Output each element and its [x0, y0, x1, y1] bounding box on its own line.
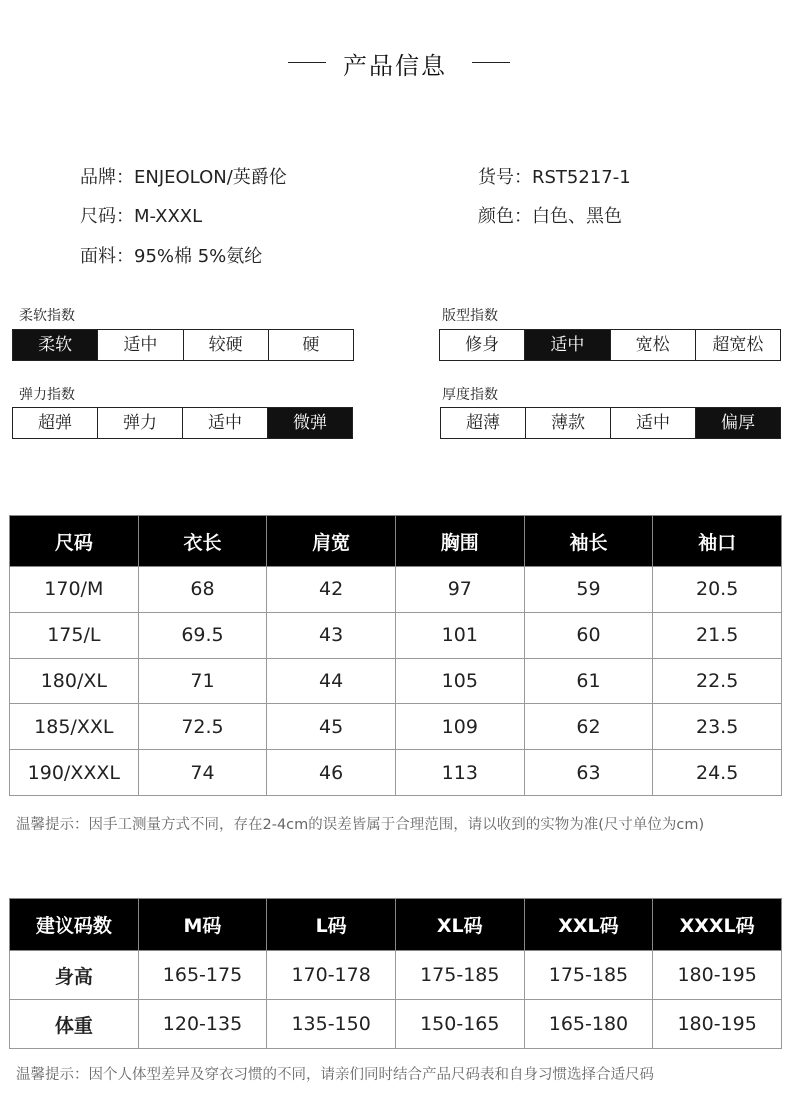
size-table-body: [10, 567, 782, 796]
column-header: XXL码: [524, 899, 653, 951]
table-cell: 43: [267, 612, 396, 658]
size-choice-tip: 温馨提示：因个人体型差异及穿衣习惯的不同，请亲们同时结合产品尺码表和自身习惯选择合适尺码: [16, 1067, 654, 1083]
table-cell: 135-150: [267, 1000, 396, 1049]
column-header: 尺码: [10, 516, 139, 567]
column-header: 袖口: [653, 516, 782, 567]
page-title: 产品信息: [343, 52, 447, 80]
table-row: [10, 612, 782, 658]
table-cell: 20.5: [653, 567, 782, 613]
table-cell: 120-135: [138, 1000, 267, 1049]
column-header: 袖长: [524, 516, 653, 567]
table-cell: 74: [138, 750, 267, 796]
size-table-header-row: [10, 516, 782, 567]
table-row: [10, 951, 782, 1000]
size-chart-table: [9, 515, 782, 796]
table-row: [10, 1000, 782, 1049]
elasticity-option-selected: 微弹: [267, 408, 352, 438]
table-cell: 21.5: [653, 612, 782, 658]
title-right-rule: [472, 62, 510, 63]
item-number-info: 货号：RST5217-1: [478, 167, 631, 188]
table-cell: 180-195: [653, 951, 782, 1000]
thickness-index-label: 厚度指数: [442, 387, 498, 403]
fit-option: 宽松: [610, 330, 695, 360]
table-cell: 59: [524, 567, 653, 613]
softness-index-label: 柔软指数: [19, 308, 75, 324]
table-cell: 165-180: [524, 1000, 653, 1049]
table-cell: 61: [524, 658, 653, 704]
thickness-option: 适中: [610, 408, 695, 438]
thickness-option: 超薄: [441, 408, 525, 438]
softness-option: 硬: [268, 330, 353, 360]
elasticity-option: 弹力: [97, 408, 182, 438]
elasticity-index-scale: [12, 407, 353, 439]
softness-option: 较硬: [183, 330, 268, 360]
elasticity-option: 适中: [182, 408, 267, 438]
table-cell: 24.5: [653, 750, 782, 796]
title-left-rule: [288, 62, 326, 63]
thickness-option-selected: 偏厚: [695, 408, 780, 438]
fit-option-selected: 适中: [524, 330, 609, 360]
table-row: [10, 750, 782, 796]
table-cell: 60: [524, 612, 653, 658]
table-cell: 46: [267, 750, 396, 796]
table-cell: 113: [395, 750, 524, 796]
table-cell: 150-165: [395, 1000, 524, 1049]
softness-index-scale: [12, 329, 354, 361]
column-header: 肩宽: [267, 516, 396, 567]
table-cell: 68: [138, 567, 267, 613]
table-row: [10, 704, 782, 750]
table-cell: 105: [395, 658, 524, 704]
thickness-index-scale: [440, 407, 781, 439]
table-row: [10, 567, 782, 613]
row-header-cell: 175/L: [10, 612, 139, 658]
column-header: XL码: [395, 899, 524, 951]
fabric-info: 面料：95%棉 5%氨纶: [80, 246, 263, 267]
table-cell: 23.5: [653, 704, 782, 750]
table-cell: 97: [395, 567, 524, 613]
row-header-cell: 185/XXL: [10, 704, 139, 750]
fit-index-label: 版型指数: [442, 308, 498, 324]
table-cell: 69.5: [138, 612, 267, 658]
table-cell: 170-178: [267, 951, 396, 1000]
section-title: [0, 44, 790, 80]
column-header: 衣长: [138, 516, 267, 567]
softness-option-selected: 柔软: [13, 330, 97, 360]
column-header: 建议码数: [10, 899, 139, 951]
table-cell: 22.5: [653, 658, 782, 704]
table-cell: 109: [395, 704, 524, 750]
row-header-cell: 190/XXXL: [10, 750, 139, 796]
table-cell: 71: [138, 658, 267, 704]
table-cell: 175-185: [524, 951, 653, 1000]
row-header-cell: 170/M: [10, 567, 139, 613]
table-cell: 44: [267, 658, 396, 704]
thickness-option: 薄款: [525, 408, 610, 438]
fit-option: 修身: [440, 330, 524, 360]
rec-table-header-row: [10, 899, 782, 951]
table-cell: 63: [524, 750, 653, 796]
recommended-size-table: [9, 898, 782, 1049]
measurement-tip: 温馨提示：因手工测量方式不同，存在2-4cm的误差皆属于合理范围，请以收到的实物为准(尺寸单位为cm): [16, 817, 705, 833]
table-cell: 45: [267, 704, 396, 750]
column-header: L码: [267, 899, 396, 951]
column-header: XXXL码: [653, 899, 782, 951]
row-header-cell: 体重: [10, 1000, 139, 1049]
column-header: M码: [138, 899, 267, 951]
elasticity-index-label: 弹力指数: [19, 387, 75, 403]
brand-info: 品牌：ENJEOLON/英爵伦: [80, 167, 287, 188]
rec-table-body: [10, 951, 782, 1049]
elasticity-option: 超弹: [13, 408, 97, 438]
color-info: 颜色：白色、黑色: [478, 206, 622, 227]
column-header: 胸围: [395, 516, 524, 567]
table-cell: 101: [395, 612, 524, 658]
size-info: 尺码：M-XXXL: [80, 206, 203, 227]
row-header-cell: 180/XL: [10, 658, 139, 704]
table-cell: 180-195: [653, 1000, 782, 1049]
table-cell: 165-175: [138, 951, 267, 1000]
fit-index-scale: [439, 329, 781, 361]
table-cell: 175-185: [395, 951, 524, 1000]
table-cell: 62: [524, 704, 653, 750]
softness-option: 适中: [97, 330, 182, 360]
fit-option: 超宽松: [695, 330, 780, 360]
table-cell: 72.5: [138, 704, 267, 750]
table-cell: 42: [267, 567, 396, 613]
table-row: [10, 658, 782, 704]
row-header-cell: 身高: [10, 951, 139, 1000]
